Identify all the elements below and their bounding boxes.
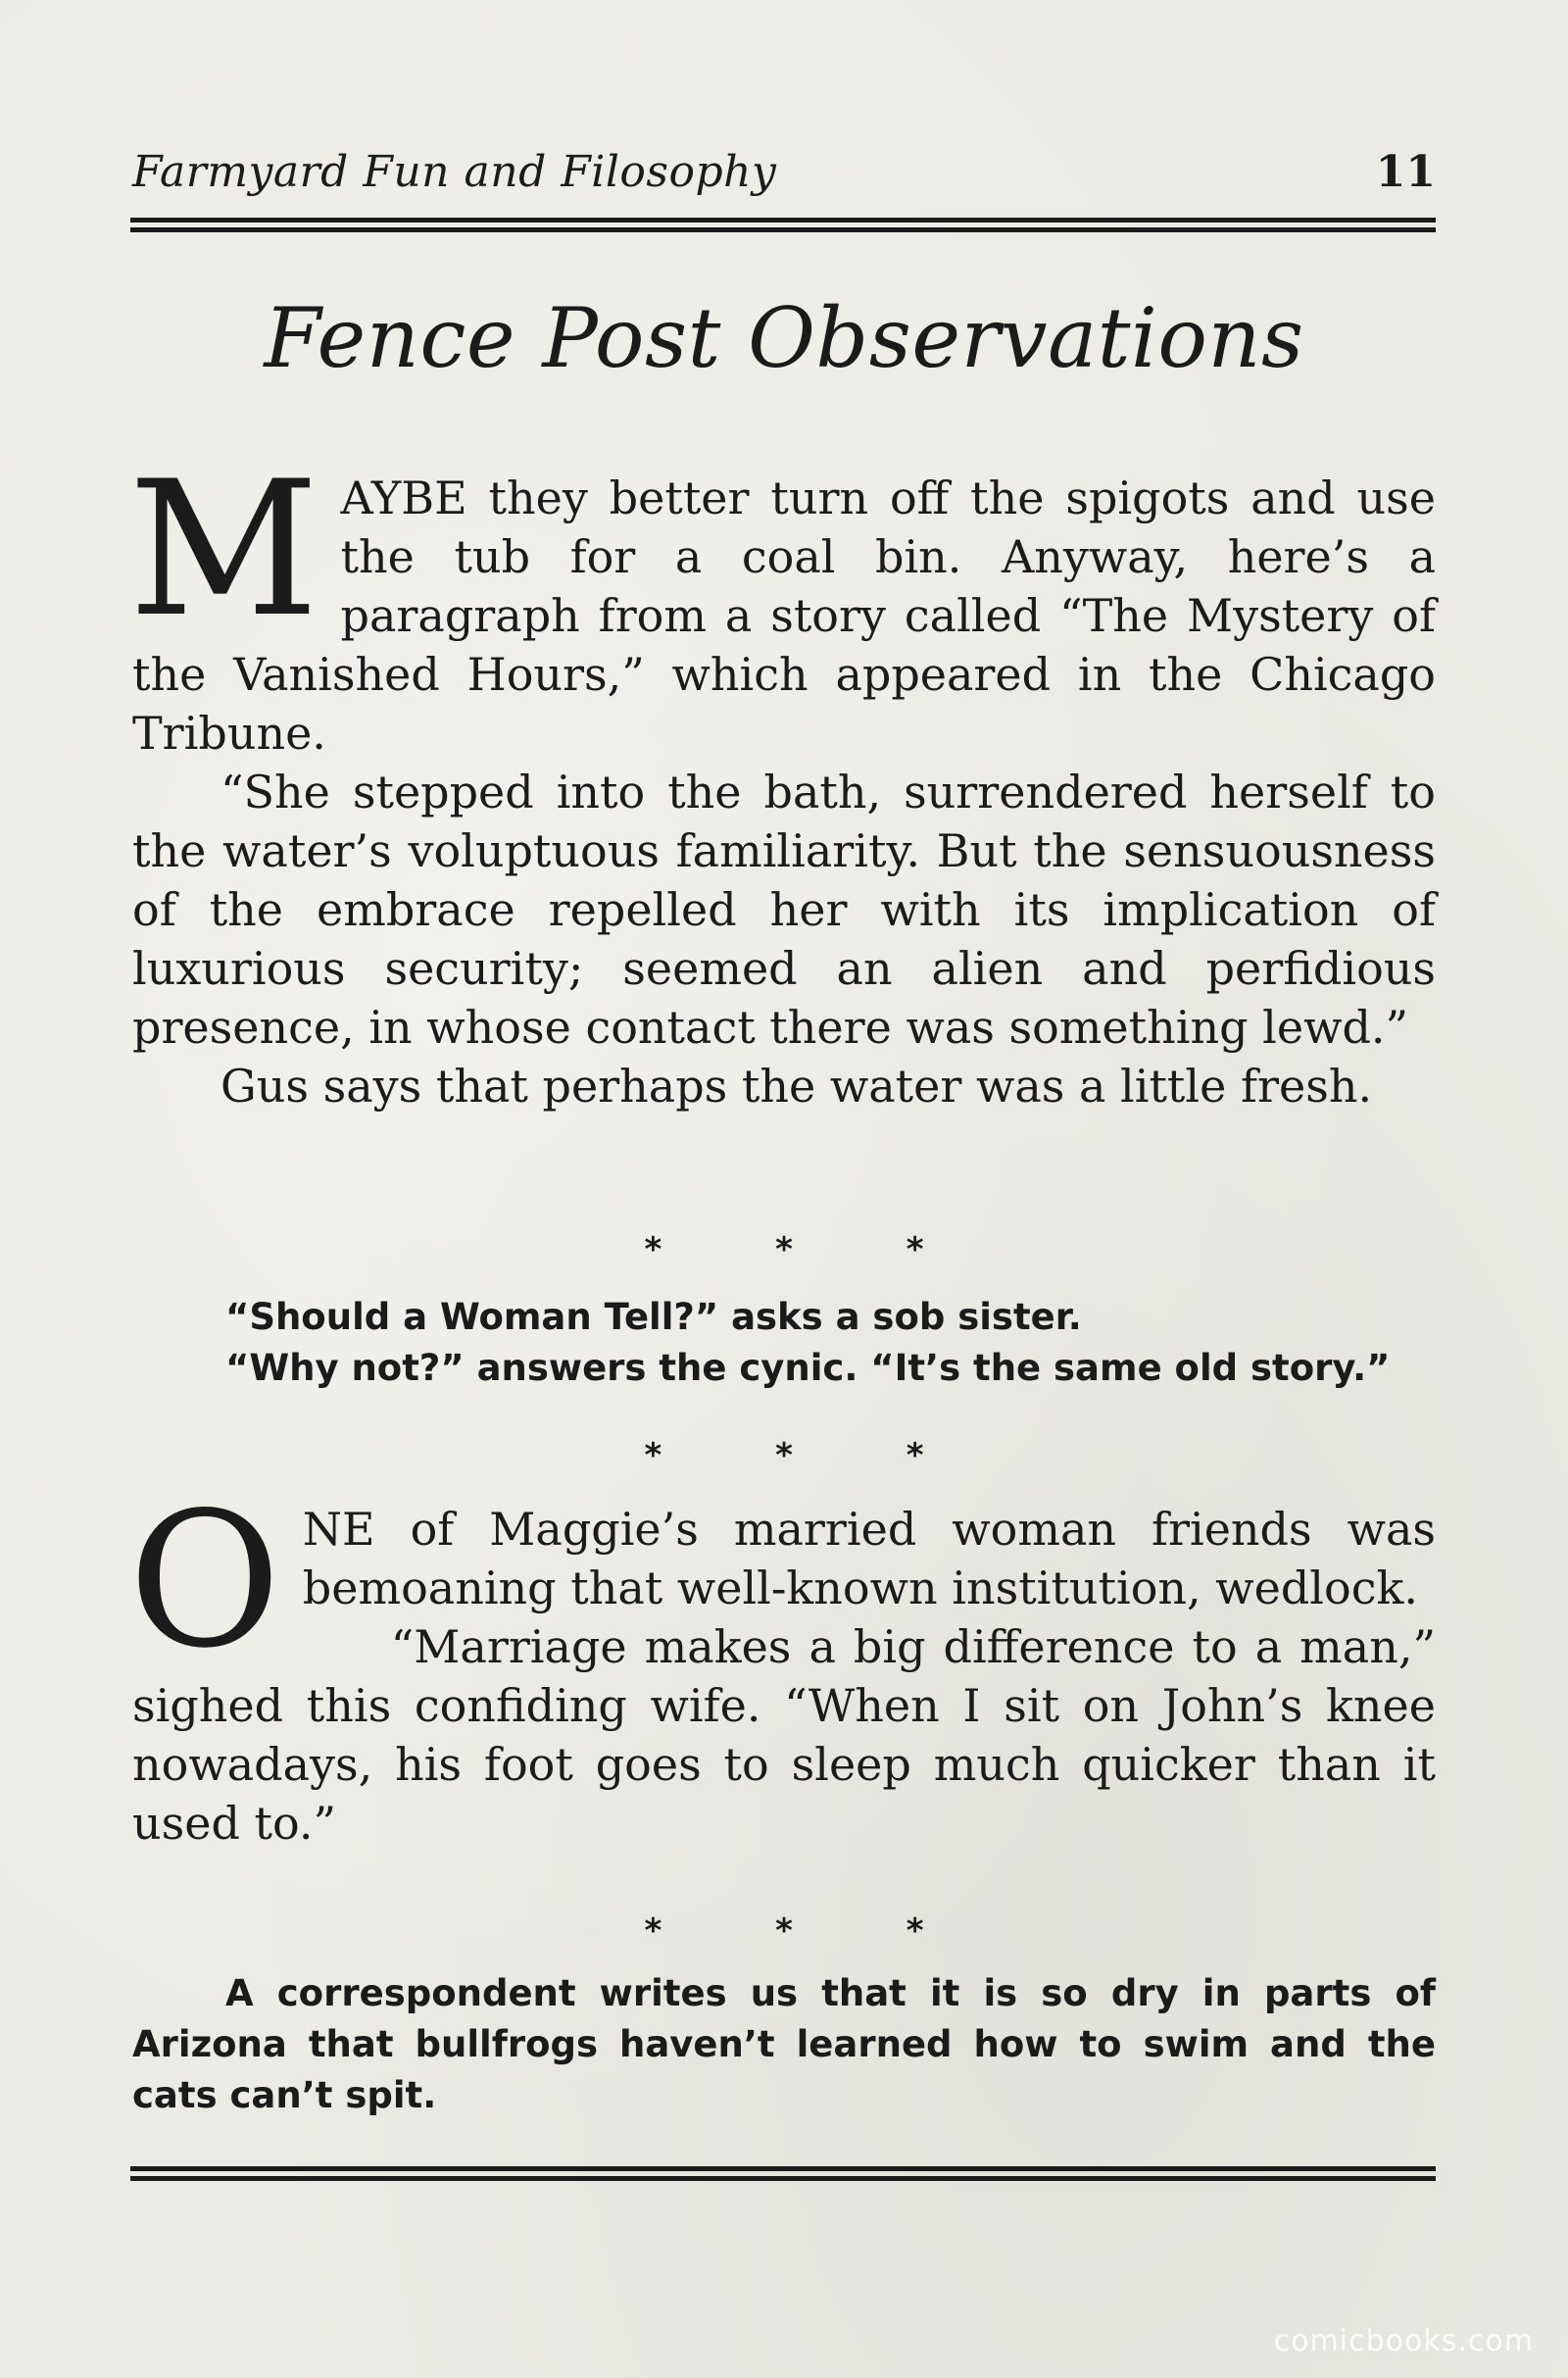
page-number: 11: [1375, 147, 1436, 197]
paragraph: “She stepped into the bath, surrendered herself to the water’s voluptuous familiarity. But the sensuousness of the embrace repelled her with its implication of luxurious security; seemed an alien and perfidious presence, in whose contact there was something lewd.”: [132, 766, 1436, 1054]
header-double-rule: [130, 218, 1436, 233]
section-1: [128, 441, 1436, 1115]
section-3: [128, 1472, 1436, 1853]
paragraph-text: AYBE they better turn off the spigots and use the tub for a coal bin. Anyway, here’s a paragraph from a story called “The Mystery of the Vanished Hours,” which appeared in the Chicago Tribune.: [132, 471, 1436, 760]
article-title: Fence Post Observations: [264, 290, 1304, 386]
paragraph: [128, 441, 1436, 763]
running-title: Farmyard Fun and Filosophy: [132, 147, 777, 197]
section-2: [132, 1292, 1436, 1394]
separator-stars: * * *: [644, 1230, 975, 1269]
footer-double-rule: [130, 2166, 1436, 2182]
separator-stars: * * *: [644, 1436, 975, 1475]
running-head: [132, 147, 1436, 206]
section-4: [132, 1968, 1436, 2121]
drop-cap: M: [128, 441, 319, 658]
paragraph: A correspondent writes us that it is so dry in parts of Arizona that bullfrogs haven’t learned how to swim and the cats can’t spit.: [132, 1972, 1436, 2116]
separator-stars: * * *: [644, 1911, 975, 1951]
paragraph: [128, 1472, 1436, 1689]
paragraph-text: NE of Maggie’s married woman friends was bemoaning that well-known institution, wedlock.: [302, 1503, 1436, 1614]
paragraph: “Should a Woman Tell?” asks a sob sister.: [225, 1296, 1082, 1338]
watermark: comicbooks.com: [1273, 2324, 1534, 2358]
drop-cap: O: [128, 1472, 281, 1689]
paragraph: “Why not?” answers the cynic. “It’s the same old story.”: [225, 1347, 1391, 1389]
paragraph: Gus says that perhaps the water was a little fresh.: [220, 1060, 1373, 1113]
paragraph: “Marriage makes a big difference to a man,” sighed this confiding wife. “When I sit on John’s knee nowadays, his foot goes to sleep much quicker than it used to.”: [132, 1620, 1436, 1850]
